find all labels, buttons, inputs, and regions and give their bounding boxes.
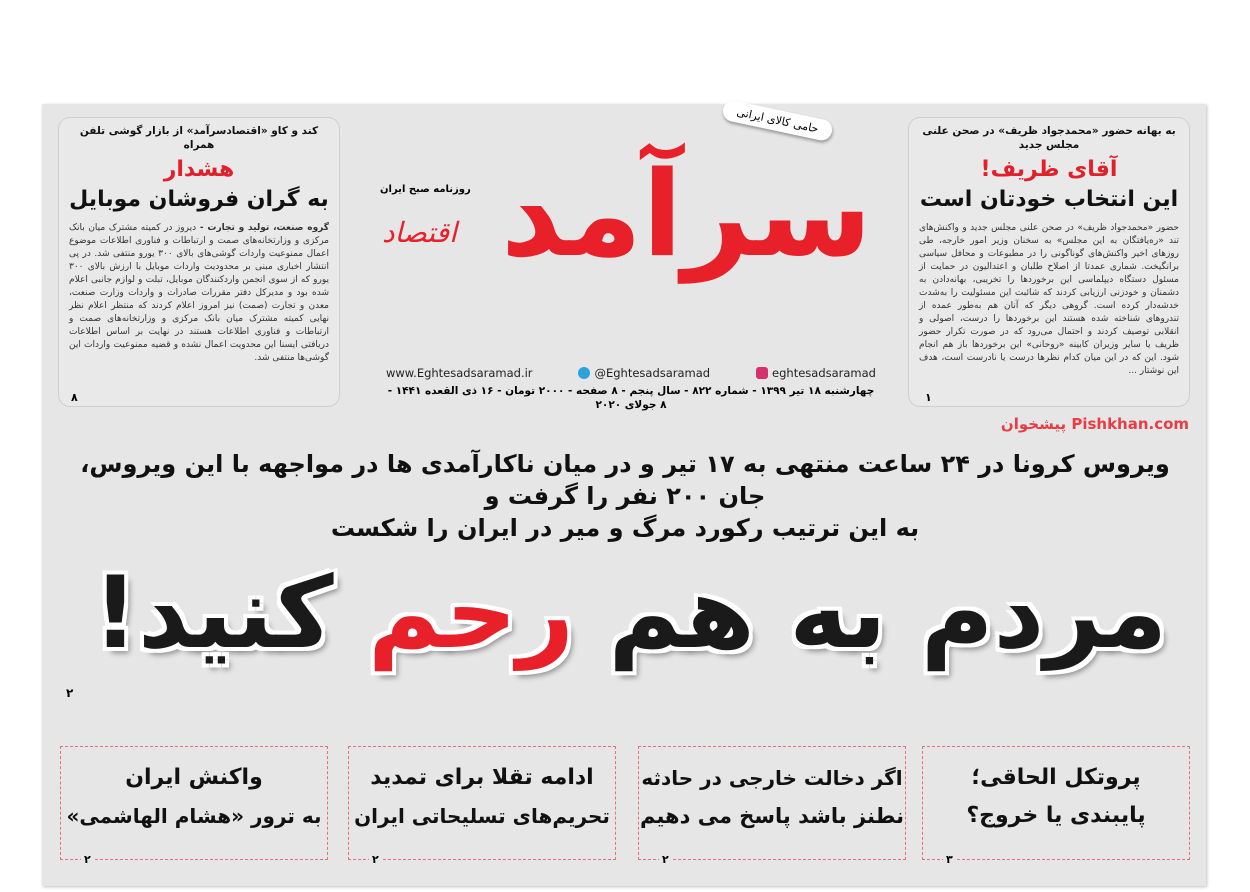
- right-box-kicker: به بهانه حضور «محمدجواد ظریف» در صحن علنی مجلس جدید: [922, 125, 1176, 151]
- badge-iranian-goods: حامی کالای ایرانی: [721, 99, 834, 143]
- teaser-line-1: اگر دخالت خارجی در حادثه: [641, 766, 903, 790]
- teaser-page-number: ۲: [81, 853, 94, 867]
- dateline: چهارشنبه ۱۸ تیر ۱۳۹۹ - شماره ۸۲۲ - سال پنجم - ۸ صفحه - ۲۰۰۰ تومان - ۱۶ ذی القعده ۱۴۴۱ - ۸ جولای ۲۰۲۰: [387, 385, 875, 411]
- watermark-fa: پیشخوان: [1000, 415, 1067, 433]
- left-box-red-title: هشدار: [163, 157, 235, 182]
- right-box-page-number: ۱: [925, 391, 932, 404]
- right-news-box: [908, 117, 1190, 407]
- left-box-lead: گروه صنعت، تولید و تجارت -: [196, 223, 330, 233]
- instagram-link[interactable]: [756, 366, 876, 380]
- teaser-4[interactable]: [60, 746, 328, 866]
- headline-part-1: مردم به هم: [574, 556, 1168, 671]
- telegram-handle: @Eghtesadsaramad: [594, 366, 711, 380]
- watermark: [1000, 412, 1190, 436]
- left-news-box: [58, 117, 340, 407]
- teaser-line-2: پایبندی یا خروج؟: [966, 803, 1146, 828]
- left-box-body: [69, 222, 329, 365]
- teaser-line-2: نطنز باشد پاسخ می دهیم: [640, 804, 904, 828]
- lead-subhead-2: به این ترتیب رکورد مرگ و میر در ایران را شکست: [330, 514, 920, 542]
- logo-small: اقتصاد: [382, 216, 457, 249]
- website-link[interactable]: www.Eghtesadsaramad.ir: [386, 366, 533, 380]
- lead-headline: [90, 552, 1170, 676]
- lead-subhead-1: ویروس کرونا در ۲۴ ساعت منتهی به ۱۷ تیر و در میان ناکارآمدی ها در مواجهه با این ویروس، جان ۲۰۰ نفر را گرفت و: [80, 450, 1170, 510]
- teaser-page-number: ۳: [943, 853, 956, 867]
- teaser-2[interactable]: [638, 746, 906, 866]
- left-box-text: دیروز در کمیته مشترک میان بانک مرکزی و وزارتخانه‌های صمت و ارتباطات و فناوری اطلاعات موضوع اعمال ممنوعیت واردات گوشی‌های بالای ۳۰۰ یورو منتفی شد. در پی انتشار اخباری مبنی بر محدودیت واردات موبایل با ارزش بالای ۳۰۰ یورو که از سوی انجمن واردکنندگان موبایل، تبلت و لوازم جانبی اعلام شده بود و مدیرکل دفتر مقررات صادرات و واردات وزارت صنعت، معدن و تجارت (صمت) نیز امروز اعلام کردند که منتظر اعلام نظر نهایی کمیته مشترک میان بانک مرکزی و وزارتخانه‌های صمت و ارتباطات و فناوری اطلاعات هستند در نهایت بر اساس اطلاعات دریافتی ایسنا این محدویت اعمال نشده و قضیه ممنوعیت واردات این گوشی‌ها منتفی شد.: [69, 223, 329, 363]
- right-box-headline: این انتخاب خودتان است: [919, 187, 1179, 212]
- lead-subheads: [65, 448, 1185, 544]
- left-box-page-number: ۸: [71, 391, 78, 404]
- instagram-icon: [756, 367, 768, 379]
- telegram-icon: [578, 367, 590, 379]
- left-box-headline: به گران فروشان موبایل: [69, 187, 329, 212]
- teaser-line-1: ادامه تقلا برای تمدید: [370, 765, 594, 790]
- teaser-line-1: واکنش ایران: [125, 765, 263, 790]
- teaser-1[interactable]: [922, 746, 1190, 866]
- headline-part-2: کنید!: [92, 556, 369, 671]
- masthead: [372, 104, 892, 414]
- left-box-kicker: کند و کاو «اقتصادسرآمد» از بازار گوشی تلفن همراه: [79, 125, 319, 151]
- right-box-body: حضور «محمدجواد ظریف» در صحن علنی مجلس جدید و واکنش‌های تند «ره‌یافتگان به این مجلس» به سخنان وزیر امور خارجه، طی روزهای اخیر واکنش‌های گوناگونی را در مطبوعات و محافل سیاسی برانگیخت. شماری عمدتا از اصلاح طلبان و اعتدالیون در حمایت از مسئول دستگاه دیپلماسی این برخوردها را تخریبی، بهانه‌دادن به دشمنان و خودزنی ارزیابی کردند که شائبت این مسئولیت را به‌شدت خدشه‌دار کرده است. گروهی دیگر که آنان هم به‌طور عمده از تندروهای شناخته شده هستند این برخوردها را درست، اصولی و انقلابی توصیف کردند و احتمال می‌رود که در صورت تکرار حضور ظریف یا سایر وزیران کابینه «روحانی» این برخوردها باز هم انجام شود. این که در این میان کدام نظرها درست یا نادرست است، هدف این نوشتار ...: [919, 223, 1179, 376]
- teaser-line-1: پروتکل الحاقی؛: [971, 765, 1141, 790]
- instagram-handle: eghtesadsaramad: [772, 366, 876, 380]
- teaser-page-number: ۲: [369, 853, 382, 867]
- headline-highlight: رحم: [368, 556, 575, 671]
- telegram-link[interactable]: [578, 366, 710, 380]
- teaser-page-number: ۲: [659, 853, 672, 867]
- lead-page-number: ۲: [66, 686, 74, 700]
- logo-main: سرآمد: [500, 145, 872, 283]
- tagline: روزنامه صبح ایران: [380, 184, 471, 195]
- teaser-line-2: تحریم‌های تسلیحاتی ایران: [354, 804, 610, 828]
- teaser-3[interactable]: [348, 746, 616, 866]
- watermark-en: Pishkhan.com: [1071, 415, 1190, 433]
- social-links: [386, 366, 876, 380]
- right-box-red-title: آقای ظریف!: [980, 157, 1118, 182]
- teaser-line-2: به ترور «هشام الهاشمی»: [66, 804, 322, 828]
